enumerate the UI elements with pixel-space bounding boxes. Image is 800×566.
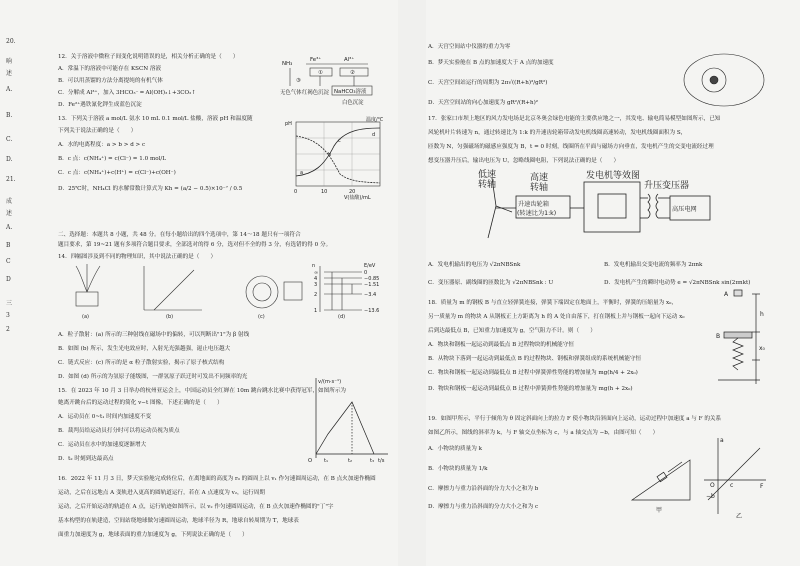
svg-text:V(盐酸)/mL: V(盐酸)/mL xyxy=(344,195,371,201)
svg-text:a: a xyxy=(720,437,724,444)
svg-text:高速转轴: 高速转轴 xyxy=(530,173,549,193)
svg-text:Fe³⁺: Fe³⁺ xyxy=(310,57,322,63)
svg-text:b: b xyxy=(328,152,332,158)
q12-reaction-diagram xyxy=(280,54,392,108)
svg-text:d: d xyxy=(372,132,376,138)
svg-text:温度/℃: 温度/℃ xyxy=(366,117,384,123)
svg-text:O: O xyxy=(710,482,715,489)
svg-text:B: B xyxy=(716,333,721,340)
svg-text:2: 2 xyxy=(314,292,318,298)
svg-text:a: a xyxy=(300,170,304,176)
svg-text:升速齿轮箱: 升速齿轮箱 xyxy=(518,201,549,208)
svg-text:20: 20 xyxy=(349,189,356,195)
svg-text:F: F xyxy=(760,483,764,490)
svg-text:红褐色沉淀: 红褐色沉淀 xyxy=(302,90,329,96)
svg-text:(a): (a) xyxy=(82,314,89,320)
svg-text:3: 3 xyxy=(314,282,318,288)
svg-text:c: c xyxy=(338,138,341,144)
svg-text:10: 10 xyxy=(321,189,328,195)
svg-text:升压变压器: 升压变压器 xyxy=(644,181,690,191)
q15-vt-graph xyxy=(304,374,392,466)
svg-text:E/eV: E/eV xyxy=(364,263,376,269)
q13-titration-graph xyxy=(284,116,394,202)
svg-text:−3.4: −3.4 xyxy=(364,292,377,298)
svg-text:∞: ∞ xyxy=(314,270,319,276)
svg-text:(b): (b) xyxy=(166,314,174,320)
svg-text:t/s: t/s xyxy=(378,458,385,464)
svg-text:乙: 乙 xyxy=(736,513,743,520)
svg-text:①: ① xyxy=(318,70,323,76)
svg-text:高压电网: 高压电网 xyxy=(672,206,697,213)
svg-text:−1.51: −1.51 xyxy=(364,282,380,288)
svg-text:O: O xyxy=(308,458,313,464)
svg-text:v/(m·s⁻¹): v/(m·s⁻¹) xyxy=(318,379,342,385)
q18-spring-figure xyxy=(714,288,768,392)
svg-text:−0.85: −0.85 xyxy=(364,276,380,282)
svg-text:白色沉淀: 白色沉淀 xyxy=(342,100,364,106)
q14-figures xyxy=(62,262,392,322)
svg-text:(c): (c) xyxy=(258,314,265,320)
svg-text:−13.6: −13.6 xyxy=(364,308,380,314)
svg-text:n: n xyxy=(312,263,316,269)
margin-number: 20. xyxy=(6,38,16,45)
svg-text:c: c xyxy=(730,482,734,489)
column-gutter xyxy=(398,0,426,566)
svg-text:t₁: t₁ xyxy=(324,458,329,464)
svg-text:−b: −b xyxy=(706,493,715,500)
svg-text:t₂: t₂ xyxy=(348,458,353,464)
svg-text:0: 0 xyxy=(294,189,298,195)
svg-text:Al³⁺: Al³⁺ xyxy=(344,57,355,63)
svg-text:无色气体: 无色气体 xyxy=(280,90,302,96)
q16-orbit-figure xyxy=(682,48,768,110)
svg-text:0: 0 xyxy=(364,270,368,276)
q19-figures xyxy=(628,434,768,520)
svg-text:②: ② xyxy=(350,70,355,76)
svg-text:t₃: t₃ xyxy=(370,458,375,464)
svg-text:A: A xyxy=(724,291,729,298)
svg-text:低速转轴: 低速转轴 xyxy=(478,170,497,190)
svg-text:③: ③ xyxy=(296,78,301,84)
svg-text:pH: pH xyxy=(285,121,292,127)
svg-text:(转速比为1:k): (转速比为1:k) xyxy=(517,210,557,217)
q17-generator-diagram xyxy=(472,168,712,248)
svg-text:发电机等效图: 发电机等效图 xyxy=(586,171,641,181)
svg-text:(d): (d) xyxy=(338,314,346,320)
svg-text:4: 4 xyxy=(314,276,318,282)
svg-text:NaHCO₃溶液: NaHCO₃溶液 xyxy=(334,89,367,95)
exam-page: 20. 晌 述 A. B. C. D. 21. 成 述 A. B C D 三 3 2 12．关于溶液中微粒子间变化说明错误的是，相关分析正确的是（ ） A．常温下的溶液中可能存在 KSCN 溶液 B．可以用蒸馏的方法分离提纯的有机气体 C．分解成 Al³⁺，加入 3HCO₃⁻ ═ Al(OH)₃↓+3CO₂↑ D．Fe²⁺遇铁氰化钾生成蓝色沉淀 NH₃ Fe³⁺ Al³⁺ ① ② ③ 无色气体 红褐色沉淀 NaHCO₃溶液 白色沉淀 13．下列关于溶液 a mol/L 氨水 10 mL 0.1 mol/L 盐酸，溶液 pH 和温度随 下列关于说法正确的是（ ） A．水的电离程度：a > b > d > c B．c 点：c(NH₄⁺) = c(Cl⁻) = 1.0 mol/L C．c 点：c(NH₄⁺)+c(H⁺) = c(Cl⁻)+c(OH⁻) D．25℃时，NH₄Cl 的水解常数计算式为 Kh = (a/2 − 0.5)×10⁻⁷ / 0.5 pH 温度/℃ V(盐酸)/mL 0 10 20 a b c d 二、选择题：本题共 8 小题，共 48 分。在每小题给出的四个选项中，第 14～18 题只有一项符合 题目要求，第 19~21 题有多项符合题目要求，全部选对的得 6 分，选对但不全的得 3 分，有选错的得 0 分。 14．四幅图涉及到不同的物理知识，其中说法正确的是（ ） (a) (b) (c) (d) n E/eV ∞ 4 3 2 1 0 −0.85 −1.51 −3.4 −13.6 A．粒子散射：(a) 所示的三种射线在磁场中的偏转，可以判断出"1"为 β 射线 B．如图 (b) 所示，发生光电效应时，入射光光强越强，遏止电压越大 C．链式反应：(c) 所示的是 α 粒子散射实验，揭示了原子核式结构 D．如图 (d) 所示的为氢原子能级图，一群氢原子跃迁时可发出不同频率的光 15．在 2023 年 10 月 3 日举办的杭州亚运会上，中国运动员全红婵在 10m 跳台跳水比赛中获得冠军，如图所示为 她离开跳台后的运动过程的简化 v−t 图像，下述正确的是（ ） A．运动员在 0~t₁ 时间内加速度不变 B．裁判员给运动员打分时可以将运动员视为质点 C．运动员在水中的加速度逐渐增大 D．t₂ 时刻到达最高点 v/(m·s⁻¹) t/s O t₁ t₂ t₃ 16．2022 年 11 月 3 日，梦天实验舱完成转位后，在离地面的高度为 r₀ 的圆周上以 v₁ 作匀速圆周运动，在 B 点火加速作椭圆 运动，之后在远地点 A 变轨进入更高的圆轨道运行，若在 A 点速度为 v₂，运行周期 运动，之后开始运动的轨道在 A 点，运行轨迹如图所示，以 v₂ 作匀速圆周运动，在 B 点火加速作椭圆的"丁"字 基本构型的在轨建造，空间站绕地球做匀速圆周运动，地球半径为 R，地球自转周期为 T，地球表 面重力加速度为 g，地球表面的重力加速度为 g，下列说法正确的是（ ） A．天宫空间站中仪器的重力为零 B．梦天实验舱在 B 点的加速度大于 A 点的加速度 C．天宫空间站运行的周期为 2π√((R+h)³/gR²) D．天宫空间站的向心加速度为 gR²/(R+h)² 17．张家口市坝上地区的风力发电场是北京冬奥会绿色电能的主要供应地之一，其发电、输电简易模型如图所示，已知 风轮机叶片转速为 n，通过转速比为 1:k 的升速齿轮箱带动发电机线圈高速转动，发电机线圈面积为 S， 匝数为 N，匀强磁场的磁感应强度为 B，t = 0 时刻，线圈所在平面与磁场方向垂直，发电机产生的交变电流经过理 想变压器升压后，输出电压为 U，忽略线圈电阻，下列说法正确的是（ ） 低速转轴 高速转轴 发电机等效图 升压变压器 升速齿轮箱 (转速比为1:k) 高压电网 A．发电机输出的电压为 √2πNBSnk B．发电机输出交变电流的频率为 2πnk C．变压器原、副线圈的匝数比为 √2πNBSnk : U D．发电机产生的瞬时电动势 e = √2πNBSnk sin(2πnkt) 18．质量为 m 的钢板 B 与直立轻弹簧连接，弹簧下端固定在地面上，平衡时，弹簧的压缩量为 x₀， 另一质量为 m 的物块 A 从钢板正上方距离为 h 的 A 处自由落下，打在钢板上并与钢板一起向下运动 x₀ 后到达最低点 B，已知重力加速度为 g，空气阻力不计。则（ ） A．物块和钢板一起运动到最低点 B 过程物块的机械能守恒 B．从物块下落到一起运动到最低点 B 的过程物块、钢板和弹簧组成的系统机械能守恒 C．物块和钢板一起运动到最低点 B 过程中弹簧弹性势能的增加量为 mg(h/4 + 2x₀) D．物块和钢板一起运动到最低点 B 过程中弹簧弹性势能的增加量为 mg(h + 2x₀) A B h x₀ 19．如图甲所示，平行于倾角为 θ 固定斜面向上的拉力 F 使小物块沿斜面向上运动，运动过程中加速度 a 与 F 的关系 如图乙所示，图线的斜率为 k，与 F 轴交点坐标为 c，与 a 轴交点为 −b，由图可知（ ） A．小物块的质量为 k B．小物块的质量为 1/k C．摩擦力与重力沿斜面的分力大小之和为 b D．摩擦力与重力沿斜面的分力大小之和为 c 甲 乙 a F c −b O xyxy=(0,0,800,566)
svg-text:1: 1 xyxy=(314,308,318,314)
svg-text:x₀: x₀ xyxy=(759,345,765,352)
svg-text:NH₃: NH₃ xyxy=(282,61,293,67)
svg-text:甲: 甲 xyxy=(656,507,663,514)
svg-text:h: h xyxy=(760,311,764,318)
